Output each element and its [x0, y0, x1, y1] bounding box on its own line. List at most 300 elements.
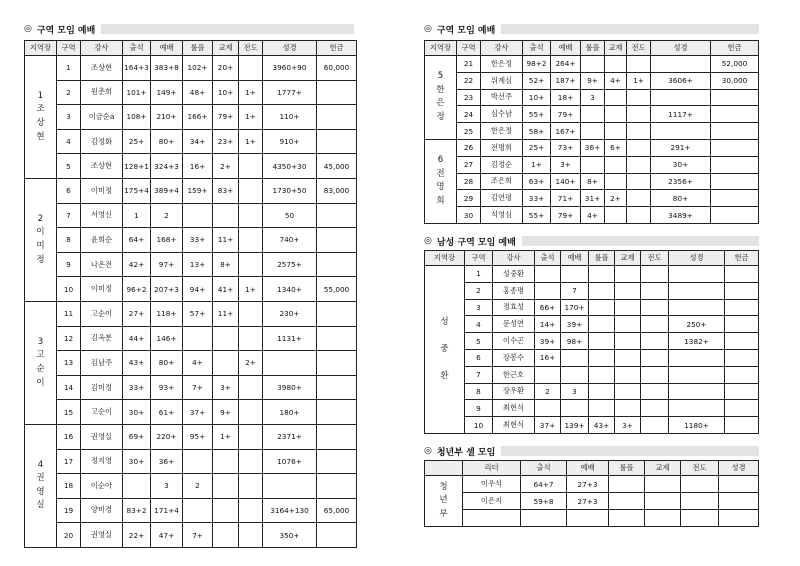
table-cell	[213, 351, 239, 376]
table-cell	[725, 266, 759, 283]
table-cell	[641, 299, 669, 316]
table-cell: 4+	[581, 207, 605, 224]
leader-char: 순	[36, 363, 45, 374]
table-cell: 2	[151, 203, 183, 228]
table-cell: 383+8	[151, 56, 183, 81]
table-cell: 27+3	[567, 476, 609, 493]
table-cell	[645, 493, 681, 510]
leader-char: 한	[436, 84, 445, 95]
table-cell: 2+	[239, 351, 263, 376]
table-cell: 71+	[551, 190, 581, 207]
table-cell: 조은희	[481, 173, 523, 190]
table-cell	[669, 400, 725, 417]
column-header: 출석	[535, 251, 561, 266]
table-row	[25, 523, 357, 548]
table-cell: 39+	[561, 316, 589, 333]
table-cell	[581, 156, 605, 173]
table-cell: 2371+	[263, 424, 317, 449]
leader-char: 미	[36, 240, 45, 251]
table-cell	[669, 266, 725, 283]
table-row	[425, 173, 759, 190]
table-cell: 3+	[551, 156, 581, 173]
column-header: 구역	[457, 41, 481, 56]
table-cell: 1382+	[669, 333, 725, 350]
table-cell	[627, 156, 651, 173]
table-cell: 5	[57, 154, 81, 179]
leader-char: 년	[439, 495, 448, 506]
table-cell: 7+	[183, 375, 213, 400]
table-cell: 167+	[551, 123, 581, 140]
left-title-text: 구역 모임 예배	[36, 25, 96, 36]
table-cell	[239, 449, 263, 474]
table-cell: 55+	[523, 207, 551, 224]
table-cell	[627, 106, 651, 123]
table-cell: 8+	[581, 173, 605, 190]
table-cell: 25+	[123, 129, 151, 154]
table-cell: 이우석	[463, 476, 521, 493]
column-header: 교제	[605, 41, 627, 56]
table-cell	[627, 56, 651, 73]
table-cell: 서영신	[81, 203, 123, 228]
table-row	[425, 72, 759, 89]
table-cell: 79+	[551, 207, 581, 224]
table-cell: 7+	[183, 523, 213, 548]
leader-char: 2	[37, 213, 44, 224]
table-cell: 45,000	[317, 154, 357, 179]
table-cell: 220+	[151, 424, 183, 449]
table-cell: 12	[57, 326, 81, 351]
table-cell: 19	[57, 498, 81, 523]
column-header: 예배	[551, 41, 581, 56]
table-cell: 29	[457, 190, 481, 207]
table-row	[425, 299, 759, 316]
table-cell: 44+	[123, 326, 151, 351]
table-cell: 64+7	[521, 476, 567, 493]
table-cell: 30	[457, 207, 481, 224]
table-cell: 59+8	[521, 493, 567, 510]
table-cell	[615, 266, 641, 283]
table-cell: 24	[457, 106, 481, 123]
column-header: 룰플	[581, 41, 605, 56]
table-cell: 3	[465, 299, 493, 316]
table-row	[425, 493, 759, 510]
table-cell	[725, 299, 759, 316]
table-row	[25, 351, 357, 376]
left-district-table	[24, 40, 357, 548]
leader-char: 조	[36, 104, 45, 115]
table-cell: 50	[263, 203, 317, 228]
table-cell: 1+	[239, 129, 263, 154]
table-cell	[711, 139, 759, 156]
table-cell: 180+	[263, 400, 317, 425]
table-cell: 박선주	[481, 89, 523, 106]
column-header: 출석	[521, 461, 567, 476]
table-row	[25, 129, 357, 154]
table-cell	[645, 510, 681, 527]
table-cell: 171+4	[151, 498, 183, 523]
table-cell	[605, 123, 627, 140]
table-cell: 110+	[263, 105, 317, 130]
table-cell: 조상현	[81, 56, 123, 81]
table-cell	[615, 366, 641, 383]
title-bar	[101, 24, 354, 34]
table-cell: 102+	[183, 56, 213, 81]
table-row	[425, 190, 759, 207]
table-cell	[213, 498, 239, 523]
table-cell: 389+4	[151, 178, 183, 203]
table-cell: 48+	[183, 80, 213, 105]
table-cell	[317, 523, 357, 548]
table-cell: 9+	[213, 400, 239, 425]
table-cell	[317, 424, 357, 449]
column-header: 강사	[493, 251, 535, 266]
table-cell: 3	[57, 105, 81, 130]
table-cell	[213, 523, 239, 548]
table-cell: 김옥분	[81, 326, 123, 351]
column-header: 출석	[523, 41, 551, 56]
table-cell	[725, 333, 759, 350]
table-cell	[317, 129, 357, 154]
column-header: 룰플	[183, 41, 213, 56]
leader-char: 6	[437, 155, 444, 166]
table-row	[425, 139, 759, 156]
leader-char: 권	[36, 473, 45, 484]
table-cell: 이미정	[81, 178, 123, 203]
table-cell: 권영실	[81, 424, 123, 449]
table-cell: 83+	[213, 178, 239, 203]
table-cell	[605, 56, 627, 73]
column-header: 강사	[481, 41, 523, 56]
section-marker-icon: ◎	[424, 446, 432, 456]
table-cell: 9	[57, 252, 81, 277]
table-row	[425, 476, 759, 493]
table-cell	[183, 203, 213, 228]
table-cell: 23	[457, 89, 481, 106]
table-cell	[711, 173, 759, 190]
table-cell: 139+	[561, 417, 589, 434]
table-cell: 16+	[183, 154, 213, 179]
table-cell: 성중환	[493, 266, 535, 283]
table-row	[425, 349, 759, 366]
table-cell: 79+	[551, 106, 581, 123]
table-cell	[589, 400, 615, 417]
table-cell	[239, 301, 263, 326]
table-cell: 3+	[615, 417, 641, 434]
table-cell	[609, 493, 645, 510]
table-cell: 25	[457, 123, 481, 140]
table-cell: 83,000	[317, 178, 357, 203]
table-cell: 1+	[239, 105, 263, 130]
leader-char: 상	[36, 117, 45, 128]
table-cell: 3980+	[263, 375, 317, 400]
table-cell: 3606+	[651, 72, 711, 89]
table-cell: 291+	[651, 139, 711, 156]
table-cell	[535, 400, 561, 417]
column-header: 룰플	[609, 461, 645, 476]
table-cell	[581, 56, 605, 73]
table-cell: 윤희순	[81, 228, 123, 253]
table-cell: 8+	[213, 252, 239, 277]
table-cell: 97+	[151, 252, 183, 277]
table-cell	[239, 498, 263, 523]
table-cell: 60,000	[317, 56, 357, 81]
table-cell: 96+2	[123, 277, 151, 302]
table-cell	[183, 498, 213, 523]
table-cell: 28	[457, 173, 481, 190]
column-header: 성경	[263, 41, 317, 56]
table-cell: 10	[465, 417, 493, 434]
table-cell: 김정순	[481, 156, 523, 173]
table-cell	[581, 123, 605, 140]
table-cell	[183, 326, 213, 351]
table-cell: 164+3	[123, 56, 151, 81]
table-cell: 11	[57, 301, 81, 326]
table-cell: 18+	[551, 89, 581, 106]
table-cell	[605, 106, 627, 123]
table-cell: 1+	[523, 156, 551, 173]
leader-char: 정	[436, 112, 445, 123]
table-cell	[609, 476, 645, 493]
table-cell	[213, 474, 239, 499]
table-cell: 324+3	[151, 154, 183, 179]
column-header: 성경	[669, 251, 725, 266]
table-cell: 김남주	[81, 351, 123, 376]
column-header: 예배	[567, 461, 609, 476]
table-row	[25, 178, 357, 203]
table-cell: 2+	[213, 154, 239, 179]
table-cell: 9+	[581, 72, 605, 89]
left-section-title	[24, 22, 354, 36]
table-cell: 고순이	[81, 301, 123, 326]
table-cell: 석영심	[481, 207, 523, 224]
column-header: 성경	[719, 461, 759, 476]
table-cell: 98+2	[523, 56, 551, 73]
table-cell: 위계심	[481, 72, 523, 89]
table-cell	[681, 476, 719, 493]
table-cell	[711, 89, 759, 106]
table-cell: 전명희	[481, 139, 523, 156]
right-section-title	[424, 22, 759, 36]
district-leader-cell	[425, 476, 463, 527]
table-cell	[317, 203, 357, 228]
table-cell: 장우환	[493, 383, 535, 400]
table-cell: 1+	[627, 72, 651, 89]
table-cell: 33+	[523, 190, 551, 207]
table-cell: 33+	[183, 228, 213, 253]
table-cell: 8	[465, 383, 493, 400]
table-cell	[725, 400, 759, 417]
table-cell: 6+	[605, 139, 627, 156]
table-cell: 95+	[183, 424, 213, 449]
table-cell	[521, 510, 567, 527]
table-cell	[641, 417, 669, 434]
table-cell: 14	[57, 375, 81, 400]
table-cell	[615, 400, 641, 417]
table-cell	[605, 89, 627, 106]
table-cell: 장봉수	[493, 349, 535, 366]
table-cell	[725, 316, 759, 333]
table-cell	[317, 400, 357, 425]
table-cell: 1340+	[263, 277, 317, 302]
table-row	[425, 417, 759, 434]
table-row	[25, 105, 357, 130]
table-cell	[615, 383, 641, 400]
table-cell: 66+	[535, 299, 561, 316]
table-cell	[535, 282, 561, 299]
table-cell: 73+	[551, 139, 581, 156]
table-cell: 210+	[151, 105, 183, 130]
table-cell: 168+	[151, 228, 183, 253]
youth-section-title	[424, 444, 759, 458]
leader-char: 1	[37, 90, 44, 101]
table-cell	[605, 207, 627, 224]
table-cell: 30,000	[711, 72, 759, 89]
table-row	[425, 366, 759, 383]
district-leader-cell	[25, 301, 57, 424]
table-cell: 9	[465, 400, 493, 417]
table-cell: 6	[465, 349, 493, 366]
table-row	[25, 301, 357, 326]
table-cell: 30+	[123, 449, 151, 474]
table-cell: 김연평	[481, 190, 523, 207]
table-cell: 최현식	[493, 417, 535, 434]
table-cell: 350+	[263, 523, 317, 548]
table-cell: 170+	[561, 299, 589, 316]
table-cell: 4+	[183, 351, 213, 376]
table-cell	[725, 282, 759, 299]
table-cell	[213, 326, 239, 351]
table-cell	[317, 105, 357, 130]
column-header: 지역장	[25, 41, 57, 56]
table-cell	[615, 299, 641, 316]
table-cell: 1	[465, 266, 493, 283]
leader-char: 이	[36, 377, 45, 388]
table-cell: 이은지	[463, 493, 521, 510]
table-cell	[641, 349, 669, 366]
table-cell	[561, 400, 589, 417]
table-cell	[641, 266, 669, 283]
table-cell: 3164+130	[263, 498, 317, 523]
column-header: 헌금	[317, 41, 357, 56]
table-cell: 43+	[123, 351, 151, 376]
table-cell: 128+1	[123, 154, 151, 179]
table-cell: 1076+	[263, 449, 317, 474]
table-cell	[627, 89, 651, 106]
table-row	[25, 56, 357, 81]
table-cell: 34+	[183, 129, 213, 154]
table-cell: 43+	[589, 417, 615, 434]
table-cell: 3+	[213, 375, 239, 400]
table-row	[25, 277, 357, 302]
table-cell: 65,000	[317, 498, 357, 523]
leader-char: 4	[37, 459, 44, 470]
table-row	[425, 316, 759, 333]
table-row	[25, 203, 357, 228]
table-cell	[681, 493, 719, 510]
youth-title-text: 청년부 셀 모임	[436, 447, 496, 458]
section-marker-icon: ◎	[424, 236, 432, 246]
table-cell: 14+	[535, 316, 561, 333]
table-row	[425, 282, 759, 299]
table-cell	[463, 510, 521, 527]
table-cell: 1	[123, 203, 151, 228]
table-cell: 740+	[263, 228, 317, 253]
table-cell: 10	[57, 277, 81, 302]
youth-table	[424, 460, 759, 527]
table-cell: 심수남	[481, 106, 523, 123]
table-cell: 20	[57, 523, 81, 548]
table-cell: 1+	[239, 277, 263, 302]
leader-char: 영	[36, 486, 45, 497]
leader-char: 현	[36, 131, 45, 142]
table-cell: 61+	[151, 400, 183, 425]
table-cell: 264+	[551, 56, 581, 73]
table-cell	[605, 173, 627, 190]
table-cell: 140+	[551, 173, 581, 190]
table-cell	[719, 476, 759, 493]
leader-char: 명	[436, 182, 445, 193]
table-cell	[239, 56, 263, 81]
table-cell: 52+	[523, 72, 551, 89]
table-cell	[725, 366, 759, 383]
table-cell	[239, 252, 263, 277]
table-cell: 93+	[151, 375, 183, 400]
table-cell: 1+	[239, 80, 263, 105]
table-cell: 7	[465, 366, 493, 383]
table-cell	[615, 282, 641, 299]
table-cell	[123, 474, 151, 499]
table-cell: 4350+30	[263, 154, 317, 179]
table-cell	[263, 474, 317, 499]
table-row	[25, 424, 357, 449]
table-row	[425, 56, 759, 73]
table-cell: 1730+50	[263, 178, 317, 203]
table-cell: 홍종명	[493, 282, 535, 299]
table-cell: 57+	[183, 301, 213, 326]
table-cell	[213, 449, 239, 474]
table-row	[25, 474, 357, 499]
table-cell	[615, 333, 641, 350]
table-cell: 10+	[213, 80, 239, 105]
table-cell	[641, 400, 669, 417]
column-header: 전도	[627, 41, 651, 56]
table-cell: 4+	[605, 72, 627, 89]
table-cell	[627, 173, 651, 190]
table-cell: 31+	[581, 190, 605, 207]
leader-char: 은	[436, 98, 445, 109]
district-leader-cell	[25, 178, 57, 301]
leader-char: 전	[436, 168, 445, 179]
table-cell	[641, 333, 669, 350]
table-cell: 이금순a	[81, 105, 123, 130]
men-table	[424, 250, 759, 434]
title-bar	[501, 446, 759, 456]
table-cell	[627, 207, 651, 224]
table-cell: 8	[57, 228, 81, 253]
table-cell: 문성연	[493, 316, 535, 333]
table-cell: 98+	[561, 333, 589, 350]
table-cell	[213, 203, 239, 228]
men-title-text: 남성 구역 모임 예배	[436, 237, 516, 248]
table-cell: 한근호	[493, 366, 535, 383]
table-cell: 27	[457, 156, 481, 173]
table-cell: 최현식	[493, 400, 535, 417]
table-cell	[711, 190, 759, 207]
table-cell	[317, 80, 357, 105]
table-cell: 13	[57, 351, 81, 376]
table-row	[425, 207, 759, 224]
table-cell: 13+	[183, 252, 213, 277]
